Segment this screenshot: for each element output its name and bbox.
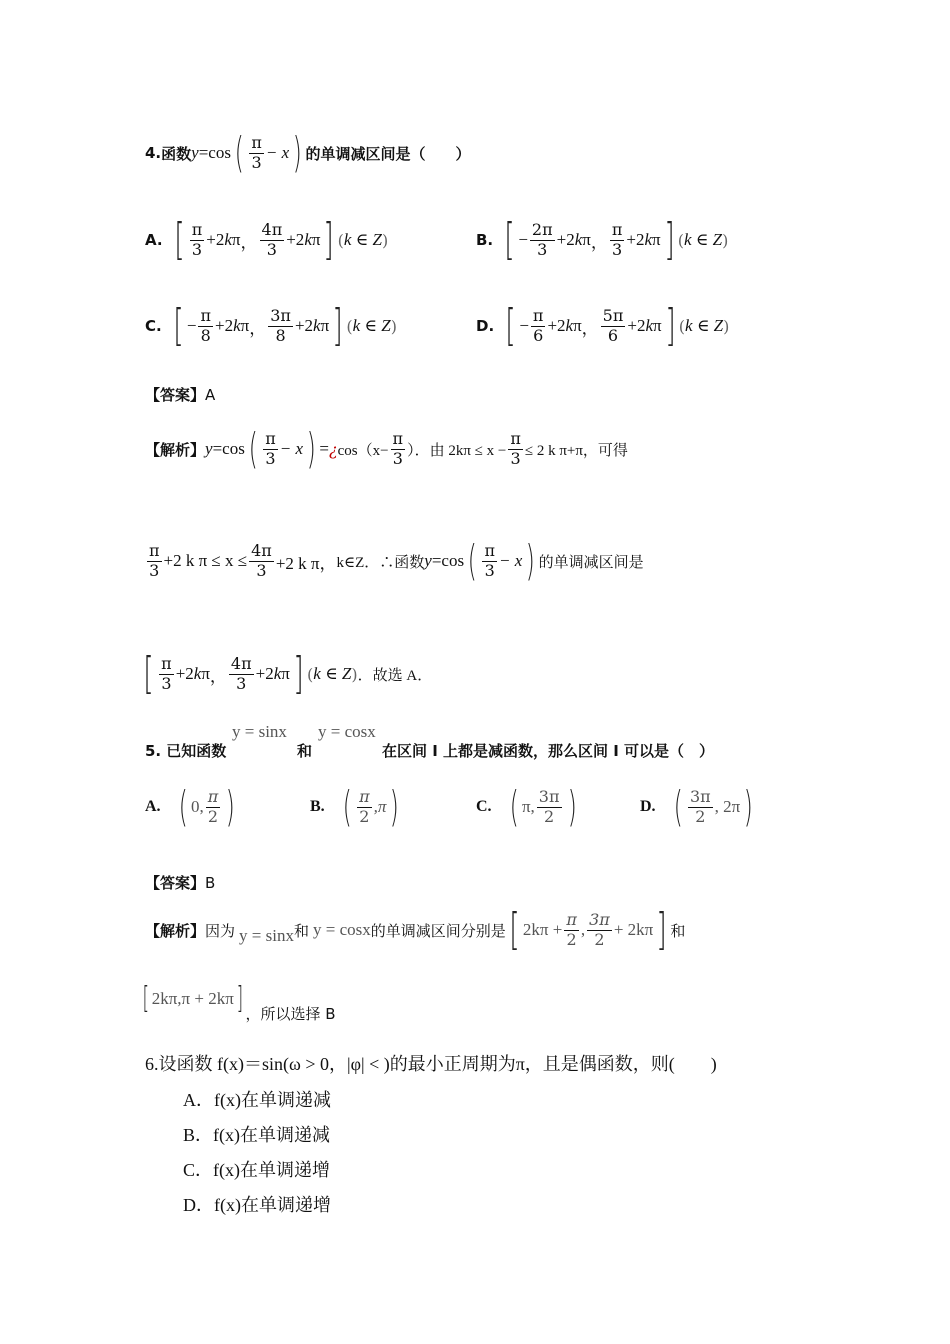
q4-an2-eq: = [431,551,442,570]
q4-an2-lparen: ( [467,536,477,585]
q4-an2-d3: 3 [484,560,495,580]
q4-a-k1: k [224,230,232,249]
q5-an-and: 和 [293,921,309,940]
q5-an-b: 的单调减区间分别是 [370,921,506,940]
q5-b-lparen: ( [342,782,352,831]
q5-stem [145,740,226,761]
q4-b-term2: +2 [626,230,645,249]
q4-d-frac2 [601,307,626,345]
q4-frac-den: 3 [251,152,262,172]
q4-b-paren-open: ( [677,230,685,250]
q5-an-frac2 [587,911,612,949]
q4-a-term1: +2 [206,230,225,249]
q5-a-d: 2 [207,806,219,826]
q5-an-n1: π [566,910,577,930]
q5-an2-rbracket: ] [236,981,243,1016]
q4-an3-d1: 3 [161,673,172,693]
q5-c-n: 3π [538,787,560,807]
q4-cos: cos [208,143,231,162]
q5-c-d: 2 [544,806,555,826]
q4-a-pi2: π [311,230,321,249]
q5-b-frac [357,788,372,826]
q4-d-n2: 5π [602,306,624,326]
q4-b-frac2 [610,221,625,259]
q6-choice-b[interactable]: B．f(x)在单调递减 [183,1125,330,1145]
q5-d-rparen: ) [743,782,753,831]
q4-an2-d2: 3 [256,560,267,580]
q4-an2-d: 的单调减区间是 [538,554,644,571]
q4-an-frac [263,430,278,468]
q5-an-lbracket: [ [509,904,520,955]
q4-answer-value: A [205,385,216,404]
q4-answer-tag: 【答案】 [145,386,206,404]
q4-c-term2: +2 [294,316,314,335]
q4-d-rbracket: ] [665,300,676,351]
q4-an3-comma: ， [209,666,227,686]
q4-analysis-line3 [140,648,433,699]
q4-c-term1: +2 [215,316,234,335]
q4-an3-term2: +2 [255,664,274,683]
q4-a-rbracket: ] [323,214,335,265]
q6-choice-d[interactable]: D．f(x)在单调递增 [183,1195,331,1215]
q4-prefix: 函数 [161,144,192,163]
q4-an2-minus-x: − x [498,551,523,570]
q4-an-cos: cos [222,439,245,458]
q4-c-pi2: π [320,316,330,335]
q4-b-k1: k [574,230,583,249]
q4-an3-k1: k [193,664,202,683]
q4-an2-b: +2 k π， [275,553,337,573]
q4-c-k1: k [233,316,241,335]
q5-answer-value: B [205,873,216,892]
q4-c-d1: 8 [200,325,211,345]
q4-d-minus: − [519,316,529,335]
q4-a-pi1: π [231,230,241,249]
q4-option-b-label: B. [476,231,494,249]
q4-d-term2: +2 [627,316,646,335]
q4-an2-frac1 [147,542,162,580]
q5-an-i1b: + 2kπ [613,920,654,939]
q5-and: 和 [297,742,313,760]
q4-b-rbracket: ] [664,214,675,265]
q4-option-b[interactable] [476,214,729,265]
q4-c-n1: π [200,306,211,326]
q4-an2-a: +2 k π ≤ x ≤ [163,551,248,570]
q5-an2-lbracket: [ [142,981,150,1016]
q4-an2-rparen: ) [525,536,535,585]
q4-d-n1: π [532,306,544,326]
q4-an-frac-den: 3 [265,448,276,468]
q4-a-n2: 4π [261,220,283,240]
q5-b-d: 2 [359,806,370,826]
q4-pi-over-3 [249,134,264,172]
q4-a-d2: 3 [266,239,277,259]
q5-d-frac [688,788,713,826]
q4-c-comma: ， [249,318,267,338]
q4-d-paren-close: ) [723,316,730,336]
q4-answer [145,384,215,405]
q4-d-pi2: π [653,316,662,335]
q6-choice-c[interactable]: C．f(x)在单调递增 [183,1160,330,1180]
q4-frac-num: π [251,133,262,153]
q4-option-a-label: A. [145,231,163,249]
q4-c-frac1 [198,307,213,345]
q5-an-f2: y = cosx [312,920,371,939]
q4-an3-frac1 [159,655,174,693]
q5-an2-end: ，所以选择 B [245,1004,336,1023]
q5-analysis-line2 [140,981,336,1023]
q4-c-minus: − [186,316,197,335]
q4-an-eq: = [212,439,223,458]
q4-d-term1: +2 [547,316,566,335]
q4-an-minus-x: − x [279,439,304,458]
q4-number: 4. [145,144,162,162]
q4-an-close: ）．由 2kπ ≤ x − [407,442,507,459]
q5-c-frac [537,788,562,826]
q4-option-c[interactable] [145,300,397,351]
q4-an-frac3 [508,430,523,468]
q4-an2-n1: π [149,541,160,561]
q4-an-lparen: ( [248,424,258,473]
q4-option-d[interactable] [476,300,730,351]
q4-b-d1: 3 [537,239,548,259]
q4-an-frac2-den: 3 [392,448,403,468]
q4-an3-n1: π [161,654,172,674]
q5-c-rparen: ) [567,782,577,831]
q4-a-n1: π [191,220,203,240]
q4-b-paren-close: ) [722,230,729,250]
q4-a-paren-close: ) [381,230,389,250]
q4-an3-end: ．故选 A． [357,667,433,684]
q4-an3-n2: 4π [230,654,252,674]
q5-d-lparen: ( [673,782,683,831]
q4-an2-frac3 [482,542,497,580]
q5-an-d2: 2 [594,929,605,949]
q4-a-lbracket: [ [174,214,185,265]
q5-option-a-label: A. [145,798,161,815]
q5-text2: 在区间 I 上都是减函数，那么区间 I 可以是（ ） [382,742,715,760]
q4-b-minus: − [518,230,528,249]
q4-an-rparen: ) [306,424,316,473]
q5-option-c-label: C. [476,798,492,815]
q5-a-lparen: ( [178,782,188,831]
q4-a-paren-open: ( [337,230,344,250]
q4-an3-term1: +2 [175,664,194,683]
q4-an3-tail: k ∈ Z [313,664,352,683]
q5-an-a: 因为 [205,921,236,940]
q5-answer [145,872,215,893]
q5-a-a: 0, [190,797,204,816]
q4-an2-frac2 [249,542,274,580]
q4-b-pi2: π [652,230,661,249]
q4-an2-y: y [424,551,432,570]
q4-an-frac-num: π [265,429,276,449]
q4-a-comma: ， [240,232,258,252]
q4-an-frac3-num: π [510,429,521,449]
q4-lparen: ( [234,128,244,177]
q5-a-n: π [207,787,219,807]
q4-b-d2: 3 [612,239,623,259]
q4-d-k1: k [565,316,574,335]
q4-an3-paren-close: ) [351,664,358,684]
q4-b-frac1 [530,221,555,259]
q4-an3-frac2 [229,655,254,693]
q5-option-b[interactable] [310,782,403,831]
q4-d-pi1: π [573,316,582,335]
q4-d-paren-open: ( [678,316,686,336]
q4-c-paren-close: ) [390,316,397,336]
q4-a-k2: k [304,230,312,249]
q4-a-frac1 [190,221,205,259]
q4-b-k2: k [644,230,652,249]
q5-c-a: π, [521,797,535,816]
q4-b-n2: π [611,220,623,240]
q4-d-k2: k [645,316,654,335]
q4-c-paren-open: ( [346,316,353,336]
q4-minus-x: − x [265,143,290,162]
q4-an2-n2: 4π [251,541,272,561]
q6-stem: 6.设函数 f(x)＝sin(ω > 0，|φ| < )的最小正周期为π，且是偶函数，则( ) [145,1054,717,1074]
q5-an-comma: , [580,920,586,939]
q4-b-lbracket: [ [504,214,515,265]
q4-b-pi1: π [582,230,591,249]
q4-option-d-label: D. [476,317,495,335]
q4-an-end: ≤ 2 k π+π，可得 [524,442,628,459]
q5-an-f1: y = sinx [239,926,294,945]
q4-an-frac2-num: π [392,429,404,449]
q5-b-b: ,π [373,797,387,816]
q5-an2-interval: 2kπ,π + 2kπ [151,989,234,1008]
q4-d-d2: 6 [607,325,619,345]
q4-suffix: 的单调减区间是（ ） [305,144,471,163]
q5-d-d: 2 [695,806,706,826]
q4-an2-cos: cos [441,551,465,570]
q4-an3-lbracket: [ [143,648,154,699]
q4-d-comma: ， [581,318,599,338]
q5-answer-tag: 【答案】 [145,874,206,892]
q4-an-eq2: = [319,439,329,458]
q5-an-rbracket: ] [656,904,667,955]
q5-analysis-line1 [145,904,686,955]
q4-b-tail: k ∈ Z [684,230,723,249]
q5-an-d1: 2 [566,929,577,949]
q4-a-term2: +2 [286,230,305,249]
q4-b-comma: ， [590,232,608,252]
q5-b-rparen: ) [390,782,400,831]
q4-y: y [191,143,199,162]
q4-d-lbracket: [ [505,300,516,351]
q5-a-rparen: ) [225,782,235,831]
q5-d-b: , 2π [714,797,741,816]
q4-an2-d1: 3 [149,560,160,580]
q4-a-frac2 [260,221,285,259]
q5-option-d[interactable] [640,782,757,831]
q5-text1: 已知函数 [166,742,227,760]
q4-a-tail: k ∈ Z [343,230,382,249]
q5-an-i1a: 2kπ + [522,920,563,939]
q4-d-frac1 [531,307,546,345]
q5-an-n2: 3π [589,910,610,930]
q6-choice-a[interactable]: A．f(x)在单调递减 [183,1090,331,1110]
q5-d-n: 3π [689,787,711,807]
q4-an3-pi2: π [281,664,290,683]
q5-c-lparen: ( [509,782,519,831]
q4-an3-rbracket: ] [293,648,304,699]
q4-c-d2: 8 [275,325,286,345]
q4-an-y: y [205,439,213,458]
q5-f2: y = cosx [318,722,376,741]
q5-option-a[interactable] [145,782,239,831]
q4-an3-k2: k [273,664,282,683]
q5-analysis-tag: 【解析】 [145,921,206,940]
q4-an-frac2 [391,430,406,468]
q5-an-and2: 和 [670,921,686,940]
q4-rparen: ) [292,128,302,177]
q5-a-frac [206,788,221,826]
q5-f1: y = sinx [232,722,287,741]
q4-option-a[interactable] [145,214,389,265]
q4-c-k2: k [313,316,321,335]
q4-an-frac3-den: 3 [510,448,521,468]
q4-b-n1: 2π [531,220,553,240]
q4-c-rbracket: ] [332,300,343,351]
q4-an-glyph: ¿ [329,439,338,459]
q4-c-frac2 [268,307,293,345]
q4-b-term1: +2 [556,230,575,249]
q4-eq: = [198,143,209,162]
q4-stem [145,128,471,177]
q4-c-lbracket: [ [173,300,184,351]
q4-an2-n3: π [484,541,495,561]
q4-c-n2: 3π [270,306,291,326]
q5-option-d-label: D. [640,798,656,815]
q4-a-d1: 3 [191,239,203,259]
q4-c-pi1: π [240,316,250,335]
q5-option-c[interactable] [476,782,580,831]
q4-option-c-label: C. [145,317,162,335]
q4-analysis-line1 [145,424,628,473]
q4-an3-pi1: π [201,664,210,683]
q4-d-tail: k ∈ Z [685,316,724,335]
q4-analysis-tag: 【解析】 [145,440,206,459]
q5-b-n: π [359,787,370,807]
q4-analysis-line2 [145,536,644,585]
q5-option-b-label: B. [310,798,325,815]
q4-an2-c: k∈Z．∴函数 [336,554,425,571]
q4-an3-d2: 3 [236,673,247,693]
q4-an-cos2: cos（x− [337,442,389,459]
q5-an-frac1 [564,911,579,949]
q4-c-tail: k ∈ Z [352,316,391,335]
q4-d-d1: 6 [533,325,544,345]
q4-an3-paren-open: ( [307,664,314,684]
q5-number: 5. [145,742,162,760]
